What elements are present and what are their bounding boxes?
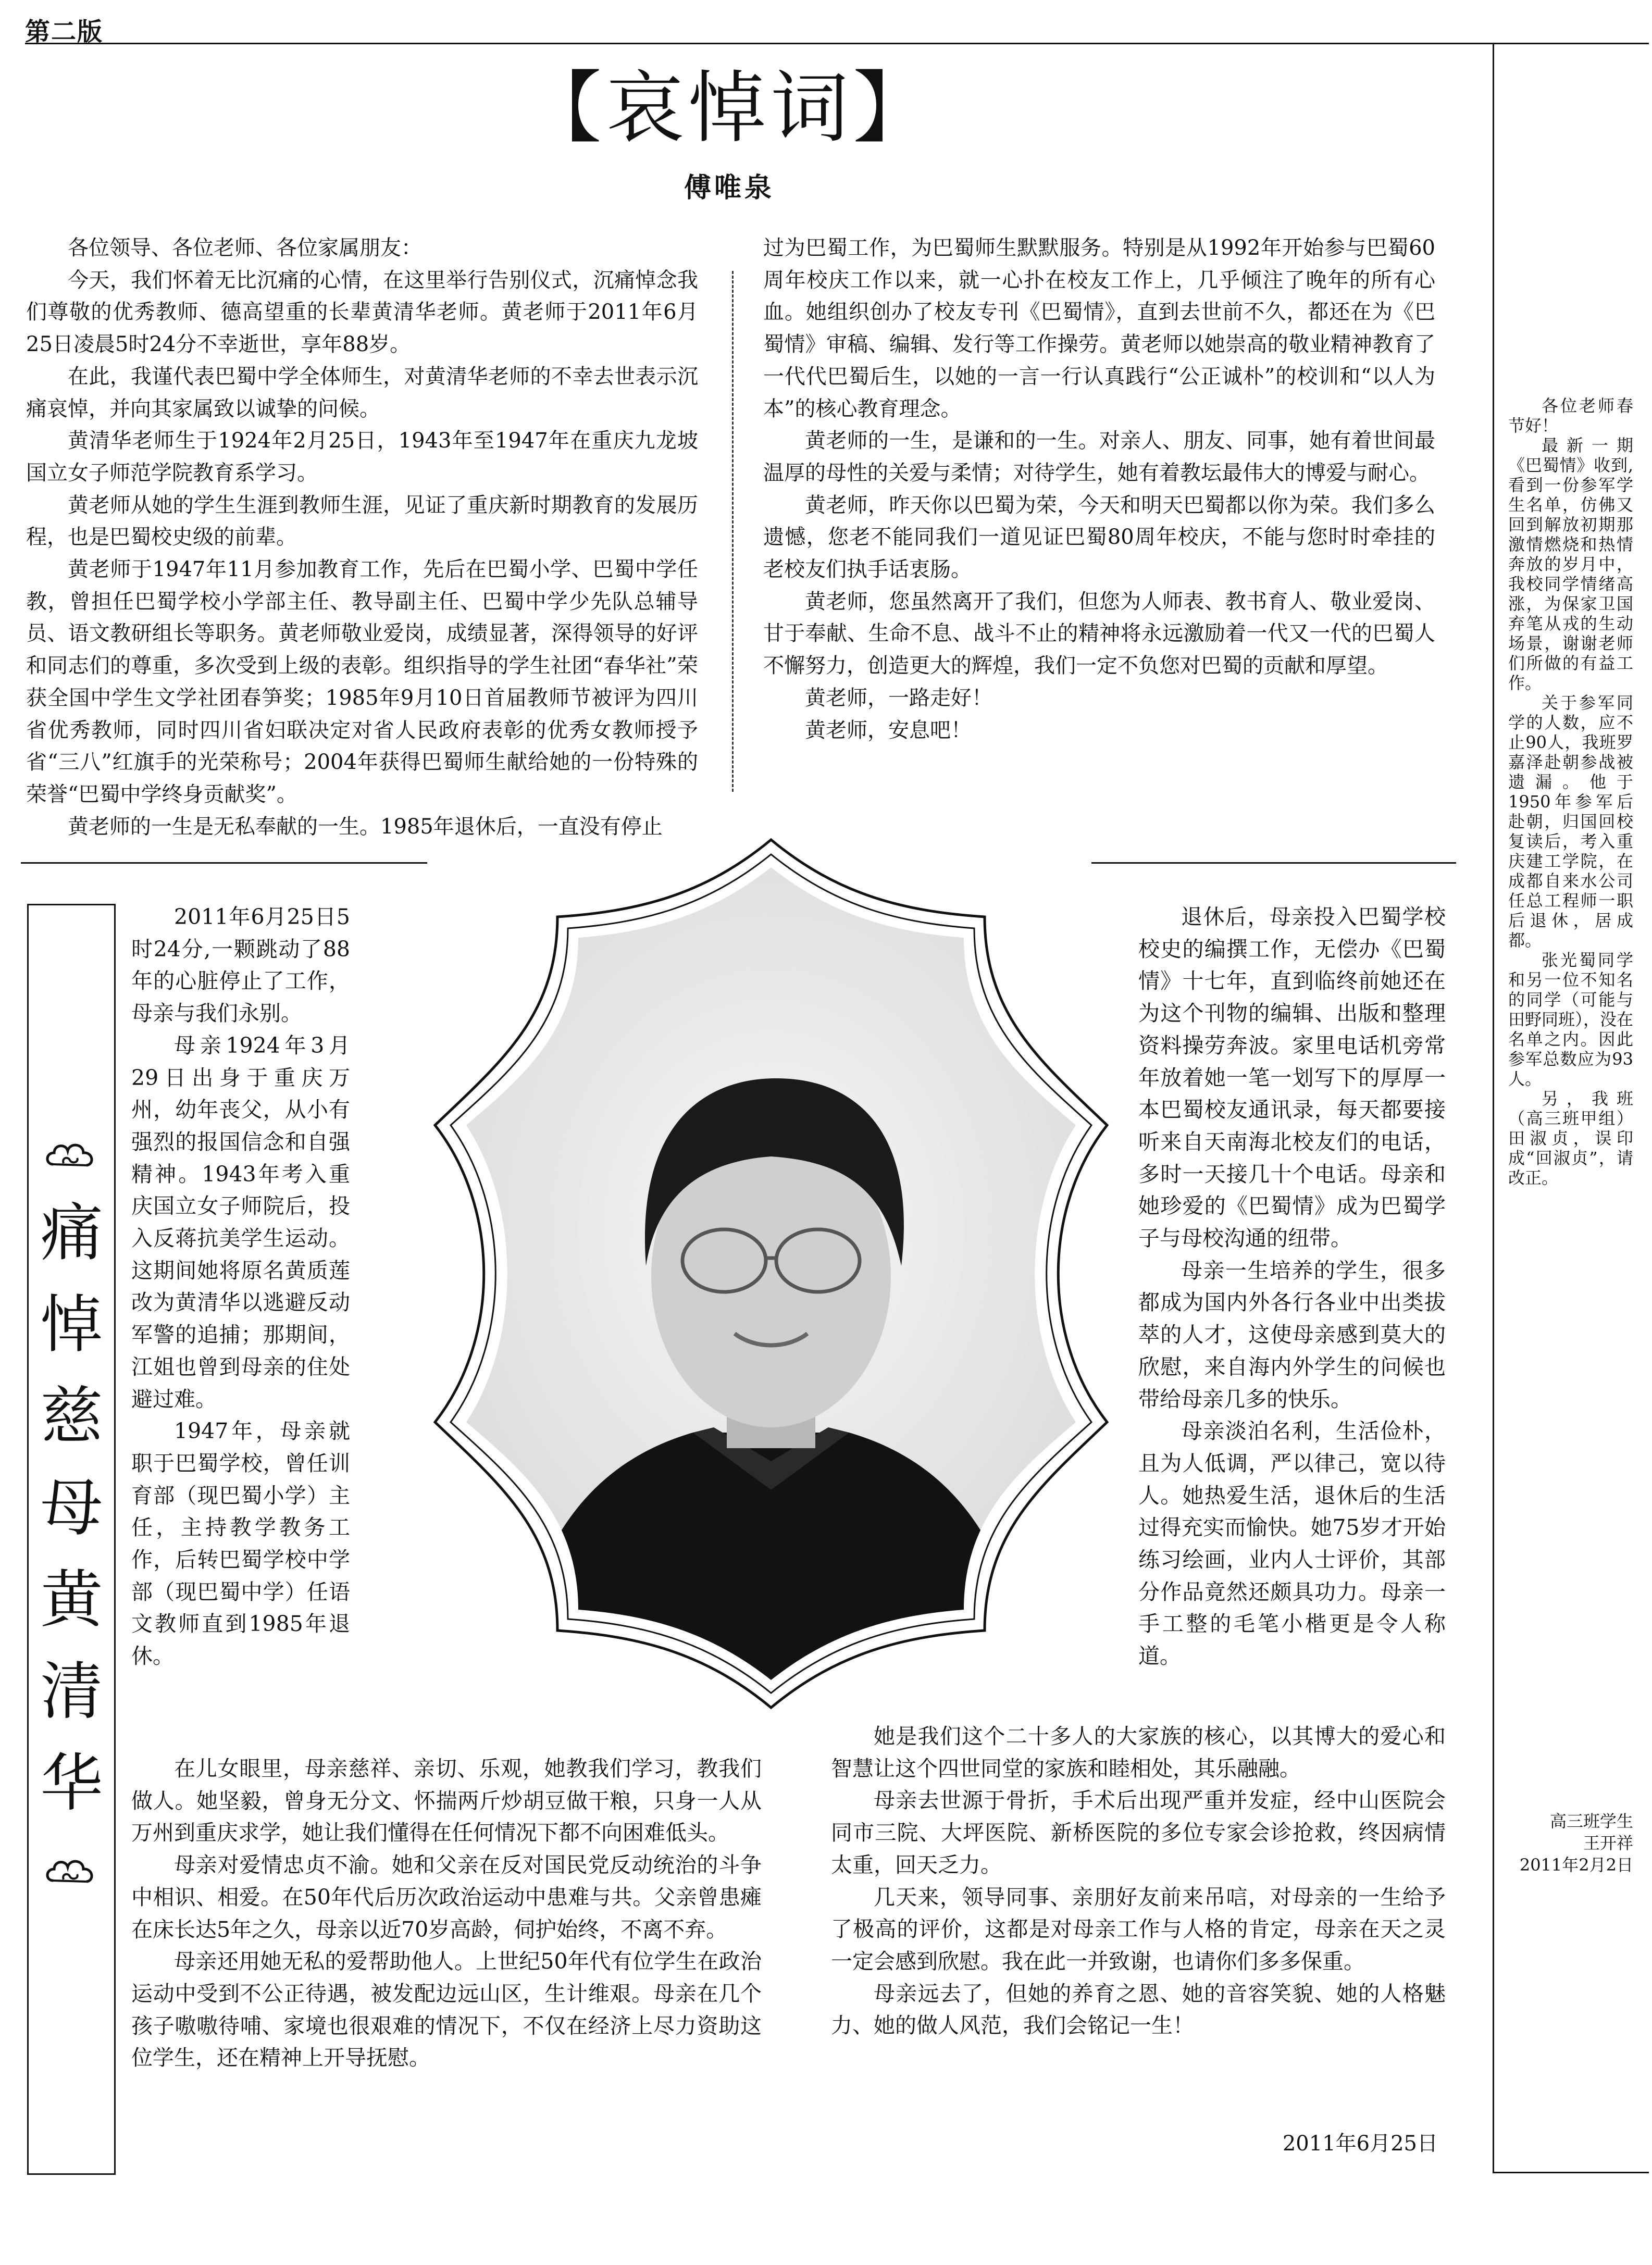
paragraph: 母亲远去了，但她的养育之恩、她的音容笑貌、她的人格魅力、她的做人风范，我们会铭记一生！ (831, 1981, 1446, 2038)
section-rule-right (1091, 862, 1456, 864)
paragraph: 最新一期《巴蜀情》收到,看到一份参军学生名单，仿佛又回到解放初期那激情燃烧和热情奔放的岁月中，我校同学情绪高涨，为保家卫国弃笔从戎的生动场景，谢谢老师们所做的有益工作。 (1508, 435, 1633, 693)
notice-signature (1508, 1810, 1633, 1876)
paragraph: 黄老师，一路走好！ (805, 686, 992, 710)
paragraph: 在儿女眼里，母亲慈祥、亲切、乐观，她教我们学习，教我们做人。她坚毅，曾身无分文、怀揣两斤炒胡豆做干粮，只身一人从万州到重庆求学，她让我们懂得在任何情况下都不向困难低头。 (131, 1756, 762, 1846)
vertical-title-char: 痛 (40, 1197, 103, 1270)
paragraph: 2011年6月25日5时24分,一颗跳动了88年的心脏停止了工作，母亲与我们永别。 (131, 904, 350, 1026)
vertical-title-char: 黄 (40, 1564, 103, 1636)
tribute-left-narrow (131, 901, 350, 1673)
vertical-title-char: 华 (40, 1747, 103, 1820)
paragraph: 退休后，母亲投入巴蜀学校校史的编撰工作，无偿办《巴蜀情》十七年，直到临终前她还在为这个刊物的编辑、出版和整理资料操劳奔波。家里电话机旁常年放着她一笔一划写下的厚厚一本巴蜀校友通讯录，每天都要接听来自天南海北校友们的电话，多时一天接几十个电话。母亲和她珍爱的《巴蜀情》成为巴蜀学子与母校沟通的纽带。 (1138, 904, 1446, 1251)
notice-letter (1508, 396, 1633, 1188)
page-label: 第二版 (25, 17, 104, 46)
cloud-ornament-icon (43, 1138, 100, 1175)
paragraph: 在此，我谨代表巴蜀中学全体师生，对黄清华老师的不幸去世表示沉痛哀悼，并向其家属致以诚挚的问候。 (26, 364, 698, 421)
vertical-title-char: 悼 (40, 1289, 103, 1361)
paragraph: 黄老师，您虽然离开了我们，但您为人师表、教书育人、敬业爱岗、甘于奉献、生命不息、战斗不止的精神将永远激励着一代又一代的巴蜀人不懈努力，创造更大的辉煌，我们一定不负您对巴蜀的贡献和厚望。 (763, 589, 1435, 678)
vertical-title-char: 慈 (40, 1380, 103, 1453)
vertical-title-char: 母 (40, 1472, 103, 1545)
signature-date: 2011年2月2日 (1519, 1855, 1633, 1875)
paragraph: 1947年，母亲就职于巴蜀学校，曾任训育部（现巴蜀小学）主任，主持教学教务工作，后转巴蜀学校中学部（现巴蜀中学）任语文教师直到1985年退休。 (131, 1418, 350, 1669)
paragraph: 母亲对爱情忠贞不渝。她和父亲在反对国民党反动统治的斗争中相识、相爱。在50年代后历次政治运动中患难与共。父亲曾患瘫在床长达5年之久，母亲以近70岁高龄，伺护始终，不离不弃。 (131, 1852, 762, 1942)
column-separator (732, 271, 734, 792)
signature-name: 王开祥 (1583, 1833, 1633, 1853)
eulogy-column-1 (26, 232, 698, 843)
paragraph: 母亲一生培养的学生，很多都成为国内外各行各业中出类拔萃的人才，这使母亲感到莫大的欣慰，来自海内外学生的问候也带给母亲几多的快乐。 (1138, 1258, 1446, 1412)
top-rule (25, 43, 1494, 44)
paragraph: 黄老师，昨天你以巴蜀为荣，今天和明天巴蜀都以你为荣。我们多么遗憾，您老不能同我们一道见证巴蜀80周年校庆，不能与您时时牵挂的老校友们执手话衷肠。 (763, 493, 1435, 582)
paragraph: 母亲淡泊名利，生活俭朴，且为人低调，严以律己，宽以待人。她热爱生活，退休后的生活过得充实而愉快。她75岁才开始练习绘画，业内人士评价，其部分作品竟然还颇具功力。母亲一手工整的毛笔小楷更是令人称道。 (1138, 1418, 1446, 1669)
paragraph: 她是我们这个二十多人的大家族的核心，以其博大的爱心和智慧让这个四世同堂的家族和睦相处，其乐融融。 (831, 1724, 1446, 1781)
paragraph: 母亲1924年3月29日出身于重庆万州，幼年丧父，从小有强烈的报国信念和自强精神。1943年考入重庆国立女子师院后，投入反蒋抗美学生运动。这期间她将原名黄质莲改为黄清华以逃避反动军警的追捕；那期间，江姐也曾到母亲的住处避过难。 (131, 1032, 350, 1412)
paragraph: 张光蜀同学和另一位不知名的同学（可能与田野同班），没在名单之内。因此参军总数应为93人。 (1508, 950, 1634, 1089)
paragraph: 黄老师的一生是无私奉献的一生。1985年退休后，一直没有停止 (68, 814, 663, 839)
paragraph: 各位老师春节好！ (1508, 396, 1633, 435)
vertical-title-char: 清 (40, 1656, 103, 1728)
paragraph: 关于参军同学的人数，应不止90人，我班罗嘉泽赴朝参战被遗漏。他于1950年参军后赴朝，归国回校复读后，考入重庆建工学院，在成都自来水公司任总工程师一职后退休，居成都。 (1508, 693, 1633, 950)
eulogy-title: 【哀悼词】 (523, 63, 935, 154)
paragraph: 今天，我们怀着无比沉痛的心情，在这里举行告别仪式，沉痛悼念我们尊敬的优秀教师、德高望重的长辈黄清华老师。黄老师于2011年6月25日凌晨5时24分不幸逝世，享年88岁。 (26, 268, 698, 357)
paragraph: 几天来，领导同事、亲朋好友前来吊唁，对母亲的一生给予了极高的评价，这都是对母亲工作与人格的肯定，母亲在天之灵一定会感到欣慰。我在此一并致谢，也请你们多多保重。 (831, 1884, 1446, 1974)
paragraph: 另，我班（高三班甲组）田淑贞，误印成“回淑贞”，请改正。 (1508, 1089, 1633, 1188)
vertical-title (36, 1188, 107, 1830)
tribute-bottom-left (131, 1753, 762, 2074)
section-rule-left (21, 862, 427, 864)
tribute-bottom-right (831, 1721, 1446, 2042)
paragraph: 母亲去世源于骨折，手术后出现严重并发症，经中山医院会同市三院、大坪医院、新桥医院的多位专家会诊抢救，终因病情太重，回天乏力。 (831, 1788, 1446, 1877)
paragraph: 黄清华老师生于1924年2月25日，1943年至1947年在重庆九龙坡国立女子师范学院教育系学习。 (26, 429, 698, 485)
portrait-photo (401, 833, 1141, 1714)
tribute-right-narrow (1138, 901, 1446, 1673)
paragraph: 黄老师，安息吧！ (805, 718, 972, 742)
paragraph: 黄老师从她的学生生涯到教师生涯，见证了重庆新时期教育的发展历程，也是巴蜀校史级的前辈。 (26, 493, 698, 550)
tribute-date: 2011年6月25日 (1282, 2132, 1438, 2156)
paragraph: 各位领导、各位老师、各位家属朋友： (68, 236, 422, 260)
paragraph: 母亲还用她无私的爱帮助他人。上世纪50年代有位学生在政治运动中受到不公正待遇，被发配边远山区，生计维艰。母亲在几个孩子嗷嗷待哺、家境也很艰难的情况下，不仅在经济上尽力资助这位学生，还在精神上开导抚慰。 (131, 1949, 762, 2071)
paragraph: 黄老师的一生，是谦和的一生。对亲人、朋友、同事，她有着世间最温厚的母性的关爱与柔情；对待学生，她有着教坛最伟大的博爱与耐心。 (763, 429, 1435, 485)
eulogy-author: 傅唯泉 (684, 172, 775, 204)
paragraph: 过为巴蜀工作，为巴蜀师生默默服务。特别是从1992年开始参与巴蜀60周年校庆工作以来，就一心扑在校友工作上，几乎倾注了晚年的所有心血。她组织创办了校友专刊《巴蜀情》，直到去世前不久，都还在为《巴蜀情》审稿、编辑、发行等工作操劳。黄老师以她崇高的敬业精神教育了一代代巴蜀后生，以她的一言一行认真践行“公正诚朴”的校训和“以人为本”的核心教育理念。 (763, 236, 1435, 421)
paragraph: 黄老师于1947年11月参加教育工作，先后在巴蜀小学、巴蜀中学任教，曾担任巴蜀学校小学部主任、教导副主任、巴蜀中学少先队总辅导员、语文教研组长等职务。黄老师敬业爱岗，成绩显著，深得领导的好评和同志们的尊重，多次受到上级的表彰。组织指导的学生社团“春华社”荣获全国中学生文学社团春笋奖；1985年9月10日首届教师节被评为四川省优秀教师，同时四川省妇联决定对省人民政府表彰的优秀女教师授予省“三八”红旗手的光荣称号；2004年获得巴蜀师生献给她的一份特殊的荣誉“巴蜀中学终身贡献奖”。 (26, 557, 698, 806)
signature-class: 高三班学生 (1549, 1811, 1633, 1831)
cloud-ornament-icon (43, 1855, 100, 1891)
eulogy-column-2 (763, 232, 1435, 746)
